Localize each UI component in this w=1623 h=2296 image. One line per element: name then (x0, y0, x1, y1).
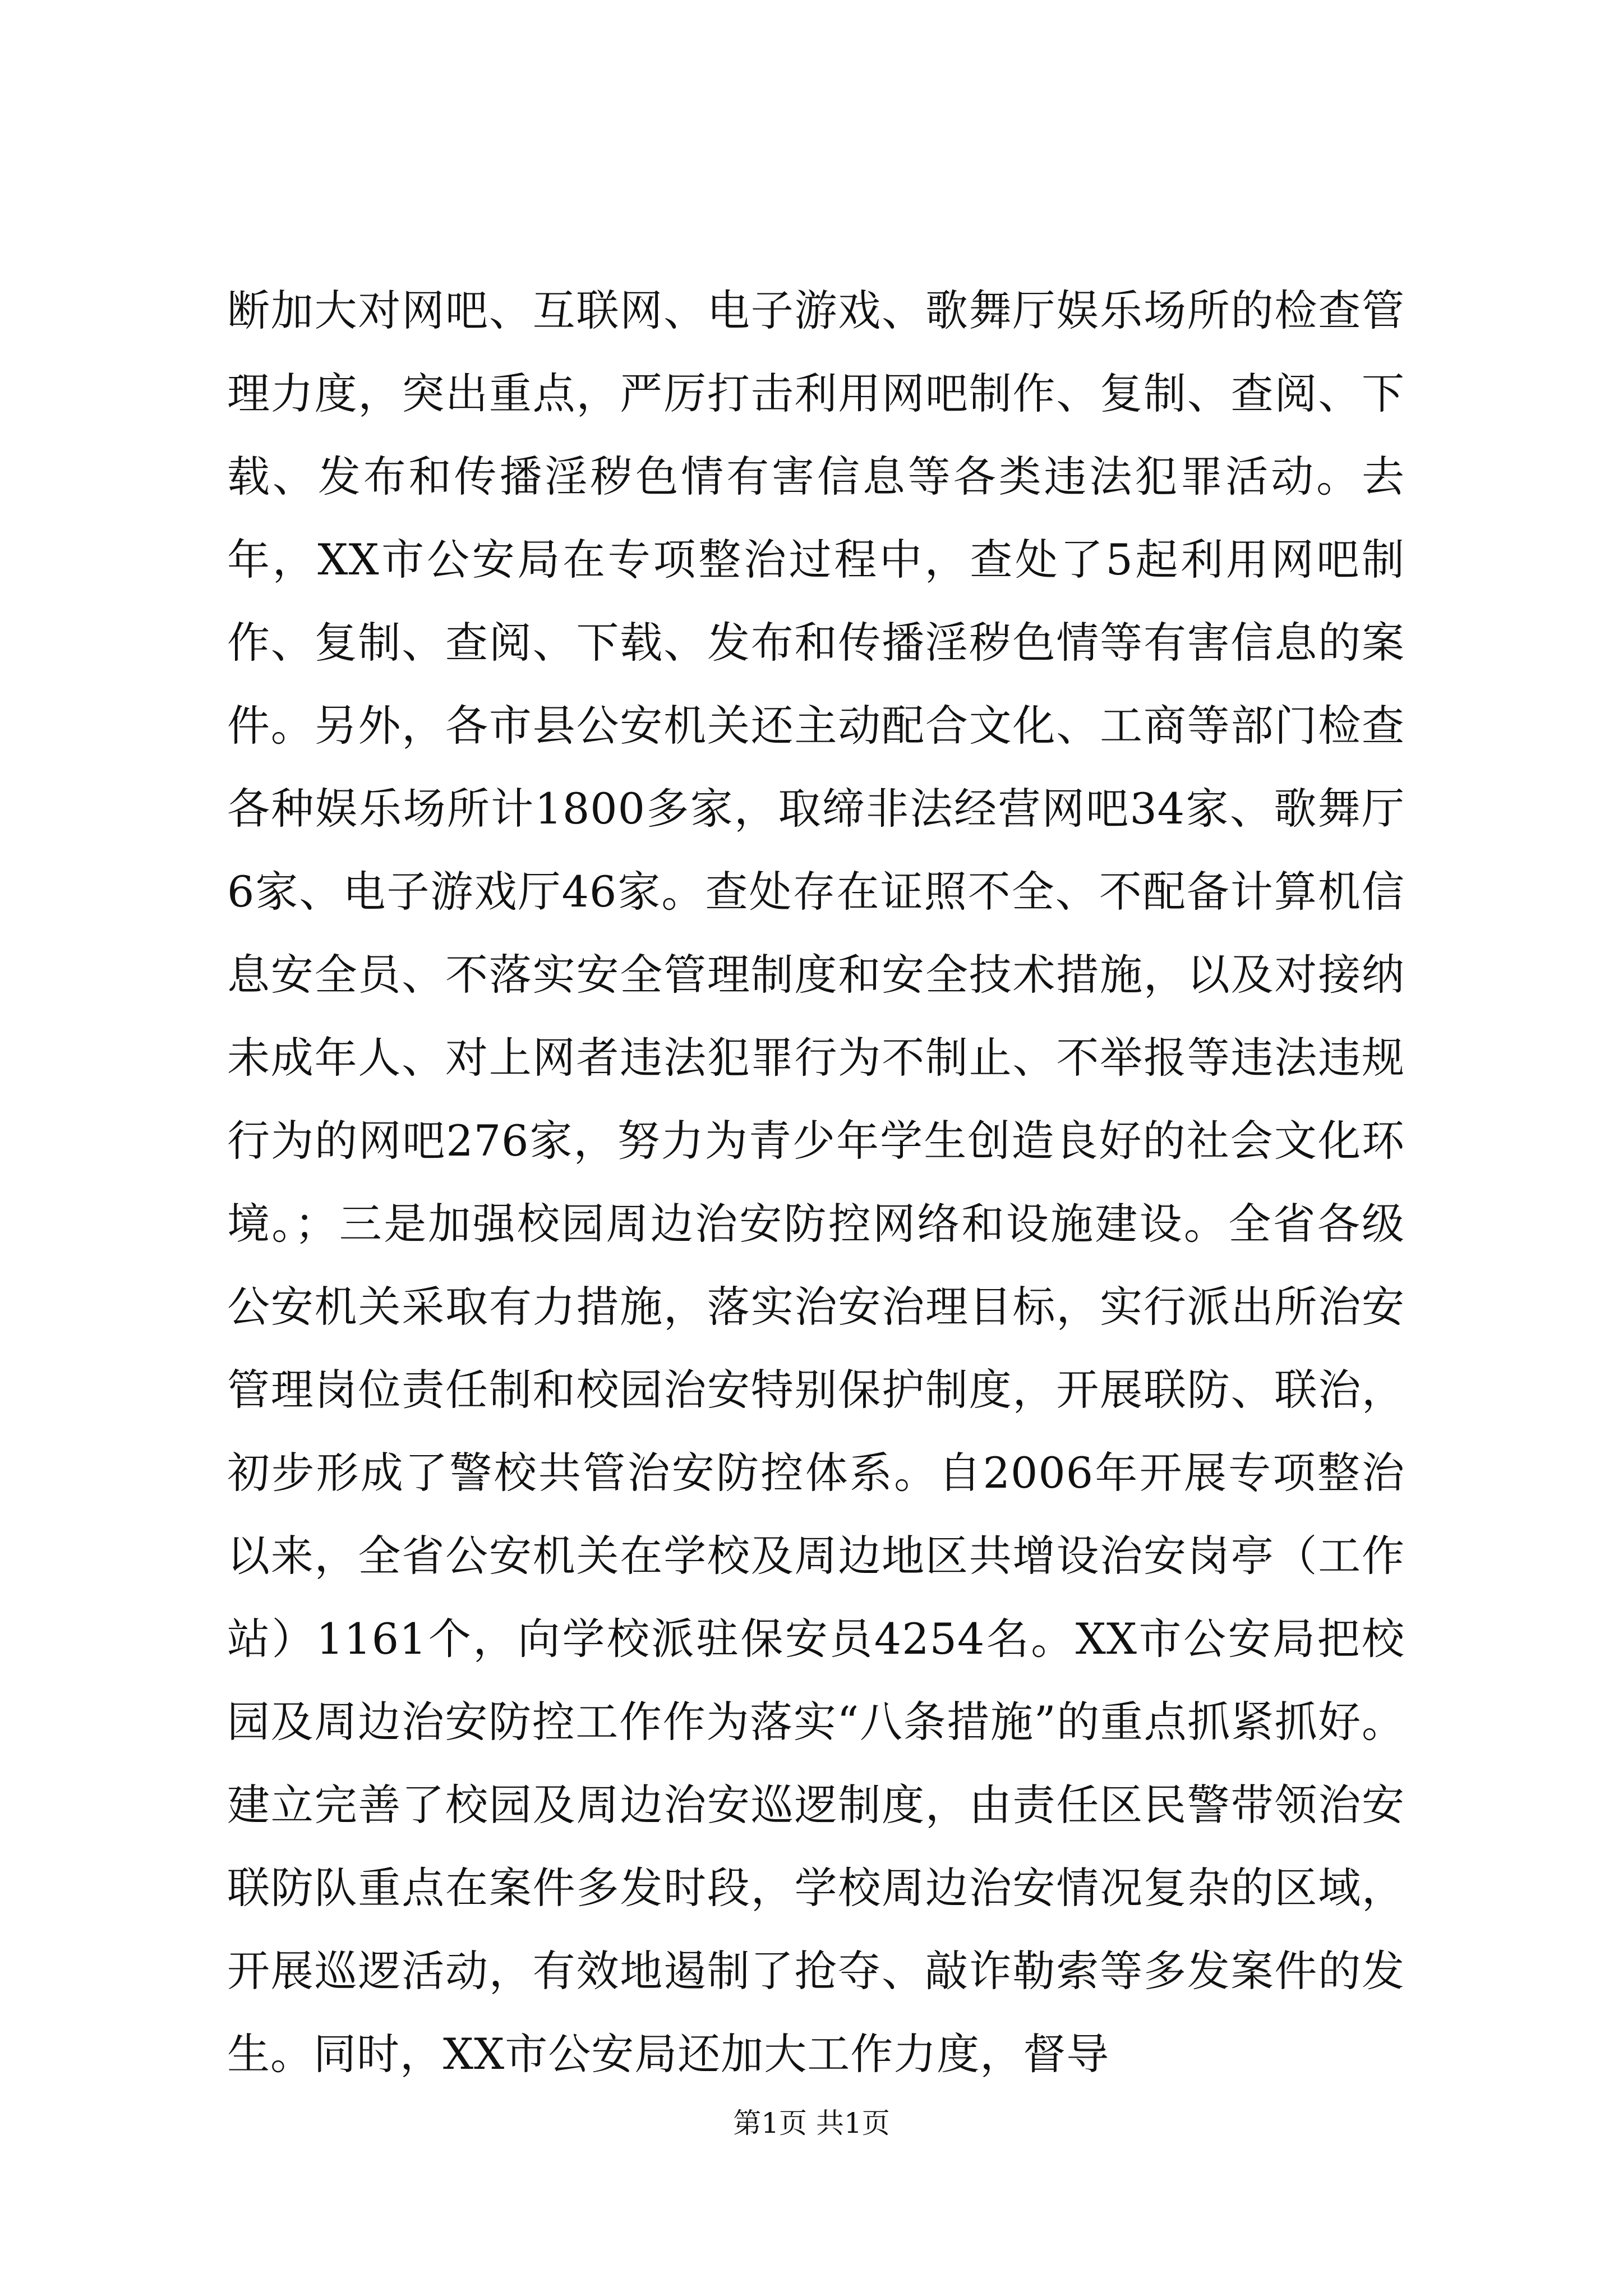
page-footer: 第1页 共1页 (733, 2107, 890, 2139)
body-paragraph: 断加大对网吧、互联网、电子游戏、歌舞厅娱乐场所的检查管理力度，突出重点，严厉打击利用网吧制作、复制、查阅、下载、发布和传播淫秽色情有害信息等各类违法犯罪活动。去年，XX市公安局在专项整治过程中，查处了5起利用网吧制作、复制、查阅、下载、发布和传播淫秽色情等有害信息的案件。另外，各市县公安机关还主动配合文化、工商等部门检查各种娱乐场所计1800多家，取缔非法经营网吧34家、歌舞厅6家、电子游戏厅46家。查处存在证照不全、不配备计算机信息安全员、不落实安全管理制度和安全技术措施，以及对接纳未成年人、对上网者违法犯罪行为不制止、不举报等违法违规行为的网吧276家，努力为青少年学生创造良好的社会文化环境。；三是加强校园周边治安防控网络和设施建设。全省各级公安机关采取有力措施，落实治安治理目标，实行派出所治安管理岗位责任制和校园治安特别保护制度，开展联防、联治，初步形成了警校共管治安防控体系。自2006年开展专项整治以来，全省公安机关在学校及周边地区共增设治安岗亭（工作站）1161个，向学校派驻保安员4254名。XX市公安局把校园及周边治安防控工作作为落实“八条措施”的重点抓紧抓好。建立完善了校园及周边治安巡逻制度，由责任区民警带领治安联防队重点在案件多发时段，学校周边治安情况复杂的区域，开展巡逻活动，有效地遏制了抢夺、敲诈勒索等多发案件的发生。同时，XX市公安局还加大工作力度，督导 (227, 286, 1405, 2079)
